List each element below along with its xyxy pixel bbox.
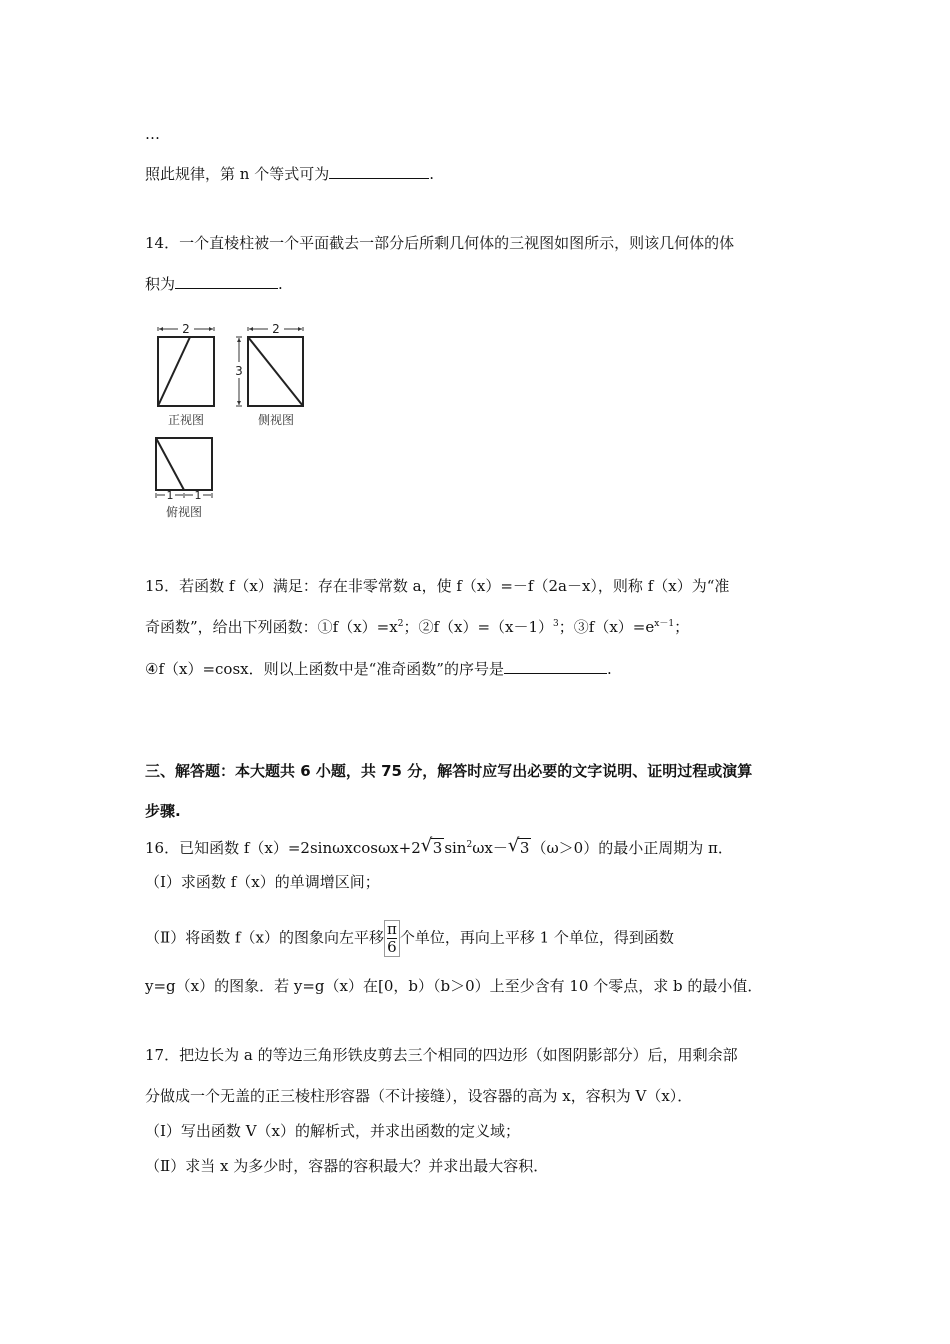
q15-line2 — [145, 617, 689, 637]
q16-part2 — [145, 920, 674, 957]
q15-end: . — [606, 660, 612, 678]
q13-end: . — [429, 165, 434, 183]
side-view — [235, 322, 303, 427]
q15-sup1: 2 — [397, 619, 404, 629]
q14-text: 积为 — [145, 275, 176, 293]
q16-sup: 2 — [466, 840, 473, 850]
q17-part2: （Ⅱ）求当 x 为多少时，容器的容积最大？并求出最大容积． — [145, 1157, 549, 1175]
q13-text: 照此规律，第 n 个等式可为 — [145, 165, 330, 183]
three-view-figure — [150, 318, 310, 523]
q15-text-d: ； — [674, 618, 690, 636]
q16-part2-a: （Ⅱ）将函数 f（x）的图象向左平移 — [145, 928, 384, 947]
front-view-label: 正视图 — [167, 413, 205, 427]
q14-line1: 14．一个直棱柱被一个平面截去一部分后所剩几何体的三视图如图所示，则该几何体的体 — [145, 234, 735, 252]
answer-blank-q13[interactable] — [329, 164, 429, 179]
q17-line2: 分做成一个无盖的正三棱柱形容器（不计接缝），设容器的高为 x，容积为 V（x）． — [145, 1087, 693, 1105]
top-left-label: 1 — [166, 489, 174, 502]
section3-heading: 三、解答题：本大题共 6 小题，共 75 分，解答时应写出必要的文字说明、证明过程或演算 — [145, 762, 753, 780]
front-view — [158, 322, 214, 427]
q15-text-3: ④f（x）=cosx．则以上函数中是“准奇函数”的序号是 — [145, 660, 504, 678]
top-right-label: 1 — [194, 489, 202, 502]
q15-text-b: ；②f（x）=（x－1） — [403, 618, 554, 636]
sqrt-symbol: √ 3 — [420, 835, 443, 857]
q16-text-d: （ω＞0）的最小正周期为 π． — [531, 839, 733, 857]
answer-blank-q14[interactable] — [175, 274, 278, 289]
q16-line1 — [145, 835, 733, 858]
q16-part2-cont: y=g（x）的图象．若 y=g（x）在[0，b）（b＞0）上至少含有 10 个零点，求 b 的最小值． — [145, 977, 763, 995]
q16-part2-b: 个单位，再向上平移 1 个单位，得到函数 — [399, 928, 674, 947]
q16-text-b: sin — [444, 839, 467, 857]
q16-text-a: 16．已知函数 f（x）=2sinωxcosωx+2 — [145, 839, 421, 857]
top-view — [156, 438, 212, 519]
q15-sup3: x－1 — [654, 619, 675, 629]
q14-line2 — [145, 274, 283, 294]
q15-line1: 15．若函数 f（x）满足：存在非零常数 a，使 f（x）=－f（2a－x），则称 f（x）为“准 — [145, 577, 730, 595]
q17-part1: （Ⅰ）写出函数 V（x）的解析式，并求出函数的定义域； — [145, 1122, 520, 1140]
height-label: 3 — [235, 364, 243, 378]
q15-text-a: 奇函数”，给出下列函数：①f（x）=x — [145, 618, 398, 636]
q15-text-c: ；③f（x）=e — [558, 618, 655, 636]
sqrt-symbol-2: √ 3 — [507, 835, 530, 857]
q14-end: . — [278, 275, 283, 293]
q13-line — [145, 164, 434, 184]
ellipsis: … — [145, 125, 160, 143]
q16-text-c: ωx－ — [472, 839, 508, 857]
side-view-label: 侧视图 — [257, 413, 295, 427]
top-view-label: 俯视图 — [165, 505, 203, 519]
fraction-pi-over-6: $\frac{\pi}{6}$ — [384, 920, 400, 957]
q15-line3 — [145, 659, 612, 679]
q15-sup2: 3 — [553, 619, 559, 629]
front-width-label: 2 — [182, 322, 190, 336]
section3-heading-cont: 步骤. — [145, 802, 181, 820]
side-width-label: 2 — [272, 322, 280, 336]
q17-line1: 17．把边长为 a 的等边三角形铁皮剪去三个相同的四边形（如图阴影部分）后，用剩余部 — [145, 1046, 738, 1064]
q16-part1: （Ⅰ）求函数 f（x）的单调增区间； — [145, 873, 380, 891]
answer-blank-q15[interactable] — [504, 659, 607, 674]
